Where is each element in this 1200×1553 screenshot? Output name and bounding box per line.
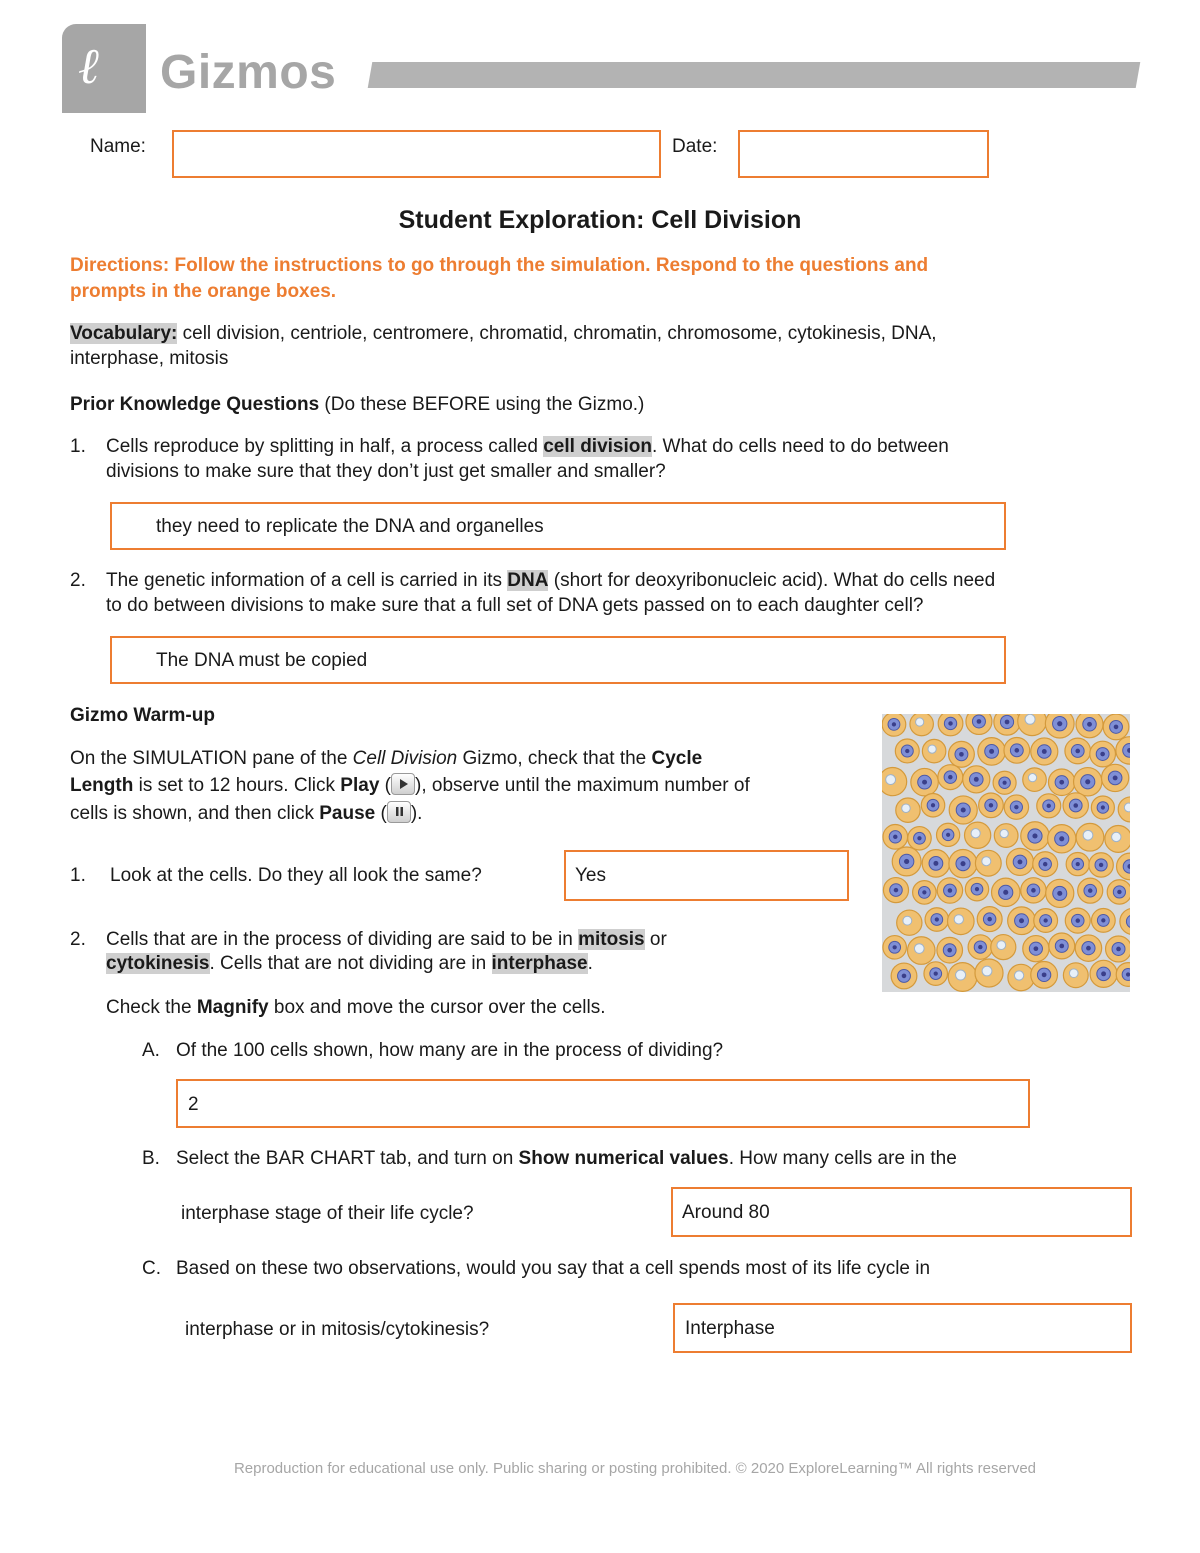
cells-image	[882, 714, 1130, 992]
name-label: Name:	[90, 136, 146, 157]
warmup-para-line-2	[70, 773, 750, 798]
cell	[966, 714, 992, 734]
warmup-p2b: (	[379, 775, 391, 796]
prior-q2-number: 2.	[70, 570, 86, 591]
cell	[1117, 853, 1130, 880]
sub-a-text: Of the 100 cells shown, how many are in the process of dividing?	[176, 1040, 724, 1061]
sub-a-answer-box[interactable]	[176, 1079, 1030, 1128]
warmup-q1-answer: Yes	[575, 865, 606, 886]
prior-q1-number: 1.	[70, 436, 86, 457]
cell	[937, 823, 960, 846]
warmup-p1b: Gizmo, check that the	[457, 748, 652, 769]
cell	[1090, 741, 1116, 767]
cell	[1048, 825, 1076, 853]
logo-glyph: ℓ	[78, 37, 99, 95]
cell	[891, 963, 917, 989]
cell	[922, 739, 945, 762]
cell	[1063, 793, 1088, 818]
vocabulary-terms: cell division, centriole, centromere, chromatid, chromatin, chromosome, cytokinesis, DNA,	[177, 323, 937, 344]
warmup-p3b: (	[375, 803, 387, 824]
date-field[interactable]	[738, 130, 989, 178]
cell	[1004, 737, 1030, 763]
play-word: Play	[340, 775, 380, 796]
cell	[892, 847, 921, 876]
cell	[911, 768, 938, 795]
cell	[937, 937, 963, 963]
cell	[1037, 794, 1061, 818]
prior-q2-post: (short for deoxyribonucleic acid). What do cells need	[548, 570, 996, 591]
cell	[895, 739, 919, 763]
cell	[991, 935, 1016, 960]
check-a: Check the	[106, 997, 197, 1018]
cell	[1046, 879, 1074, 907]
cell	[1078, 878, 1103, 903]
cell	[965, 877, 988, 900]
sub-b-line-2: interphase stage of their life cycle?	[181, 1203, 474, 1224]
warmup-q2-l2b: .	[587, 953, 593, 974]
sub-b-answer: Around 80	[682, 1202, 770, 1223]
cell	[883, 825, 908, 850]
cell	[1118, 797, 1130, 822]
warmup-p3c: ).	[410, 803, 423, 824]
cell	[948, 908, 975, 935]
sub-b-line-1	[176, 1146, 957, 1171]
cell	[1065, 738, 1091, 764]
cell	[1023, 768, 1047, 792]
warmup-q2-l1b: or	[644, 929, 667, 950]
cell	[938, 714, 963, 736]
cells-illustration	[882, 714, 1130, 992]
warmup-q2-line-1	[106, 927, 667, 952]
term-interphase: interphase	[491, 953, 588, 974]
cell	[1034, 909, 1058, 933]
pause-word: Pause	[319, 803, 376, 824]
sub-a-letter: A.	[142, 1040, 160, 1061]
sub-c-letter: C.	[142, 1258, 161, 1279]
cell	[1063, 963, 1088, 988]
cell	[949, 850, 977, 878]
cell	[1008, 907, 1036, 935]
cell	[913, 881, 937, 905]
cell	[948, 963, 977, 992]
warmup-heading: Gizmo Warm-up	[70, 705, 215, 726]
cell	[994, 714, 1020, 735]
vocabulary-label: Vocabulary:	[70, 323, 178, 344]
sub-c-line-2: interphase or in mitosis/cytokinesis?	[185, 1319, 490, 1340]
cell	[1102, 764, 1129, 791]
cell	[975, 850, 1001, 876]
cell	[1116, 737, 1130, 764]
term-mitosis: mitosis	[578, 929, 645, 950]
cell	[897, 910, 922, 935]
cell	[1021, 878, 1046, 903]
sub-b-l1b: . How many cells are in the	[728, 1148, 957, 1169]
warmup-para-line-3	[70, 801, 422, 826]
cell	[1107, 880, 1130, 904]
cell	[949, 796, 977, 824]
cell	[1074, 768, 1102, 796]
brand-name: Gizmos	[160, 46, 337, 99]
warmup-q2-l1a: Cells that are in the process of dividing are said to be in	[106, 929, 579, 950]
cell	[1023, 936, 1049, 962]
cell	[921, 793, 944, 816]
cell	[1091, 909, 1115, 933]
prior-q1-line-2: divisions to make sure that they don’t just get smaller and smaller?	[106, 461, 666, 482]
cell	[992, 878, 1020, 906]
footer-notice: Reproduction for educational use only. Public sharing or posting prohibited. © 2020 ExploreLearning™ All rights reserved	[233, 1460, 1037, 1477]
cell	[922, 850, 950, 878]
cell	[1089, 853, 1113, 877]
cell	[908, 827, 931, 850]
cell	[968, 935, 992, 959]
gizmo-name: Cell Division	[352, 748, 458, 769]
term-cytokinesis: cytokinesis	[106, 953, 210, 974]
cell	[937, 878, 962, 903]
warmup-p1a: On the SIMULATION pane of the	[70, 748, 353, 769]
cell	[994, 824, 1018, 848]
sub-a-answer: 2	[188, 1094, 199, 1115]
cell	[883, 936, 907, 960]
vocabulary-line-2: interphase, mitosis	[70, 348, 229, 369]
term-cell-division: cell division	[543, 436, 652, 457]
cell	[1076, 714, 1103, 738]
cell	[883, 878, 908, 903]
cell	[924, 962, 948, 986]
name-field[interactable]	[172, 130, 661, 178]
warmup-q2-l2a: . Cells that are not dividing are in	[209, 953, 492, 974]
cell	[1075, 935, 1101, 961]
prior-q1-line-1	[106, 434, 949, 459]
directions-line-2: prompts in the orange boxes.	[70, 281, 337, 302]
sub-c-answer-box[interactable]	[673, 1303, 1132, 1353]
warmup-p2a: is set to 12 hours. Click	[133, 775, 341, 796]
cell	[1106, 936, 1130, 962]
prior-q1-answer-box[interactable]	[110, 502, 1006, 550]
cell	[949, 741, 975, 767]
vocabulary-line-1	[70, 321, 937, 346]
sub-b-answer-box[interactable]	[671, 1187, 1132, 1237]
prior-q2-answer-box[interactable]	[110, 636, 1006, 684]
prior-q2-line-2: to do between divisions to make sure that a full set of DNA gets passed on to each daughter cell?	[106, 595, 924, 616]
cell	[1065, 908, 1090, 933]
cycle-word: Cycle	[651, 748, 703, 769]
cell	[896, 798, 920, 822]
play-icon	[391, 773, 415, 795]
prior-note: (Do these BEFORE using the Gizmo.)	[319, 394, 645, 415]
cell	[1103, 714, 1129, 740]
warmup-p3a: cells is shown, and then click	[70, 803, 320, 824]
cell	[1008, 964, 1034, 990]
prior-q1-pre: Cells reproduce by splitting in half, a process called	[106, 436, 544, 457]
cell	[1076, 823, 1104, 851]
sub-c-line-1: Based on these two observations, would you say that a cell spends most of its life cycle in	[176, 1258, 931, 1279]
prior-q2-line-1	[106, 568, 995, 593]
cell	[908, 937, 936, 965]
warmup-q2-line-2	[106, 951, 593, 976]
sub-c-answer: Interphase	[685, 1318, 775, 1339]
warmup-q2-number: 2.	[70, 929, 86, 950]
cell	[993, 771, 1016, 794]
cell	[965, 822, 991, 848]
cell	[938, 765, 963, 790]
sub-b-letter: B.	[142, 1148, 160, 1169]
cell	[963, 766, 990, 793]
cell	[882, 714, 906, 736]
cell	[978, 738, 1006, 766]
logo-badge	[62, 24, 146, 113]
prior-heading-text: Prior Knowledge Questions	[70, 394, 320, 415]
length-word: Length	[70, 775, 134, 796]
cell	[1116, 963, 1130, 987]
prior-q1-post: . What do cells need to do between	[652, 436, 949, 457]
cell	[1004, 795, 1028, 819]
cell	[977, 907, 1002, 932]
check-b: box and move the cursor over the cells.	[268, 997, 606, 1018]
cell	[1090, 960, 1117, 987]
prior-q2-answer: The DNA must be copied	[156, 650, 368, 671]
cell	[1120, 908, 1130, 934]
sub-b-l1a: Select the BAR CHART tab, and turn on	[176, 1148, 519, 1169]
cell	[1021, 822, 1049, 850]
term-dna: DNA	[507, 570, 549, 591]
warmup-para-line-1	[70, 746, 702, 771]
warmup-q2-check-line	[106, 995, 606, 1020]
cell	[1105, 826, 1130, 853]
cell	[1045, 714, 1074, 738]
cell	[1006, 848, 1033, 875]
warmup-p2c: ), observe until the maximum number of	[415, 775, 750, 796]
prior-q2-pre: The genetic information of a cell is carried in its	[106, 570, 508, 591]
cell	[1018, 714, 1047, 736]
cell	[925, 908, 949, 932]
cell	[1049, 933, 1075, 959]
header-bar	[368, 62, 1141, 88]
warmup-q1-answer-box[interactable]	[564, 850, 849, 901]
prior-q1-answer: they need to replicate the DNA and organelles	[156, 516, 544, 537]
prior-knowledge-heading	[70, 392, 644, 417]
cell	[1048, 769, 1075, 796]
directions-line-1: Directions: Follow the instructions to go through the simulation. Respond to the questions and	[70, 255, 929, 276]
cell	[882, 768, 907, 796]
magnify-word: Magnify	[196, 997, 269, 1018]
page-title: Student Exploration: Cell Division	[398, 206, 802, 234]
pause-icon	[387, 801, 411, 823]
date-label: Date:	[672, 136, 718, 157]
cell	[1031, 962, 1058, 989]
cell	[975, 959, 1003, 987]
cell	[1091, 796, 1114, 819]
cell	[1066, 852, 1089, 875]
warmup-q1-number: 1.	[70, 865, 86, 886]
cell	[1033, 852, 1058, 877]
warmup-q1-text: Look at the cells. Do they all look the same?	[110, 865, 482, 886]
cell	[910, 714, 933, 736]
show-numerical-values: Show numerical values	[518, 1148, 729, 1169]
cell	[1031, 738, 1058, 765]
cell	[979, 793, 1004, 818]
